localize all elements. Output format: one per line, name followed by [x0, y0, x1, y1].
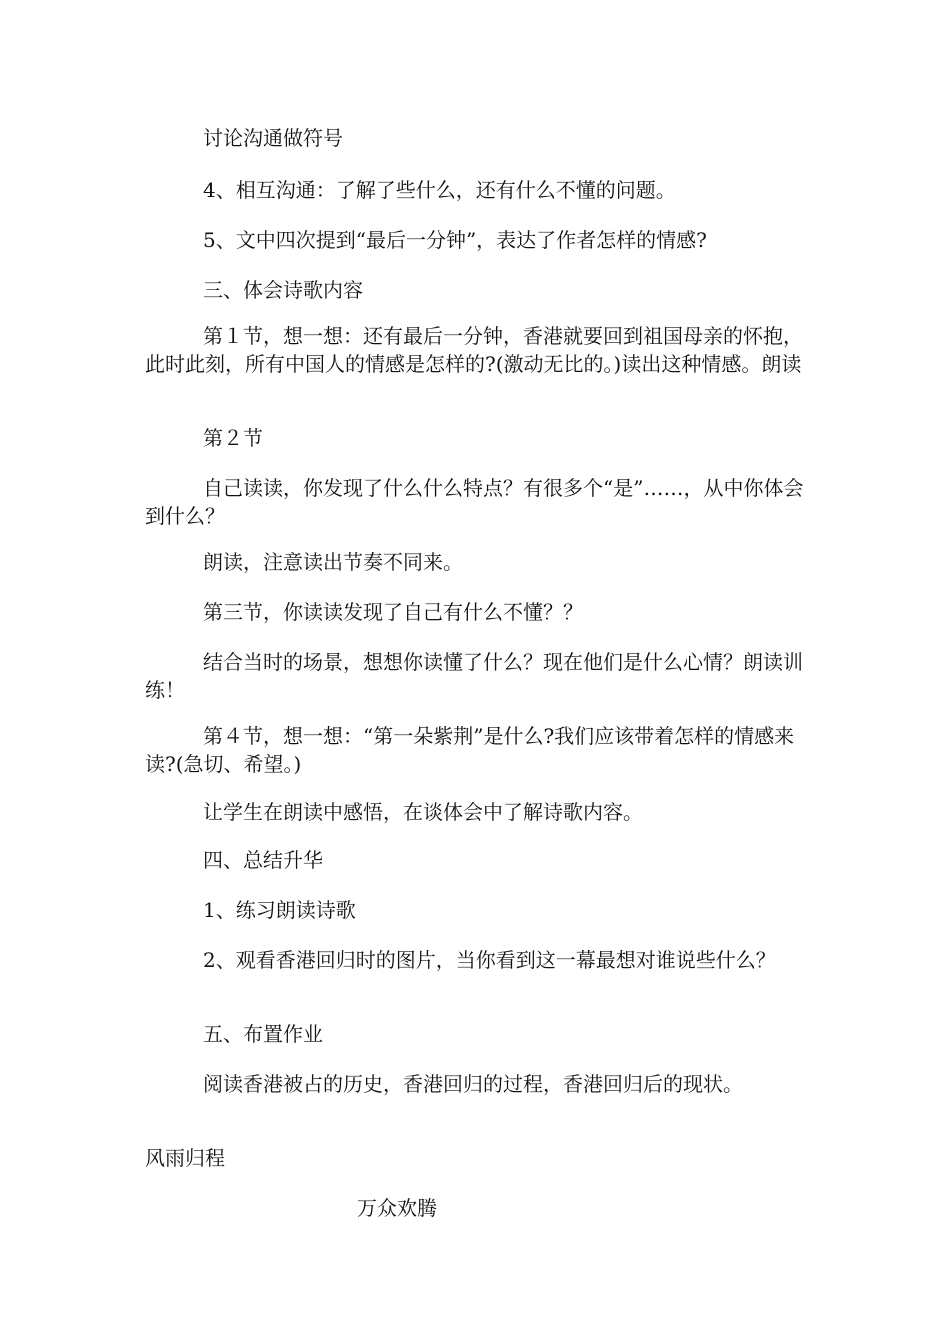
paragraph-section-4: 第４节，想一想：“第一朵紫荆”是什么?我们应该带着怎样的情感来读?(急切、希望。) — [145, 724, 795, 776]
paragraph-rhythm: 朗读，注意读出节奏不同来。 — [203, 550, 463, 574]
board-title-center: 万众欢腾 — [357, 1196, 437, 1220]
paragraph-homework: 阅读香港被占的历史，香港回归的过程，香港回归后的现状。 — [203, 1072, 743, 1096]
paragraph-understand: 让学生在朗读中感悟，在谈体会中了解诗歌内容。 — [203, 800, 643, 824]
paragraph-practice: 1、练习朗读诗歌 — [203, 898, 356, 922]
paragraph-step-5: 5、文中四次提到“最后一分钟”，表达了作者怎样的情感? — [203, 228, 707, 252]
section-heading-4: 四、总结升华 — [203, 848, 323, 872]
section-heading-3: 三、体会诗歌内容 — [203, 278, 363, 302]
paragraph-step-4: 4、相互沟通：了解了些什么，还有什么不懂的问题。 — [203, 178, 676, 202]
section-heading-5: 五、布置作业 — [203, 1022, 323, 1046]
paragraph-section-3: 第三节，你读读发现了自己有什么不懂？？ — [203, 600, 583, 624]
paragraph-scene: 结合当时的场景，想想你读懂了什么？现在他们是什么心情？朗读训练！ — [145, 650, 803, 702]
paragraph-section-1: 第１节，想一想：还有最后一分钟，香港就要回到祖国母亲的怀抱，此时此刻，所有中国人的情感是怎样的?(激动无比的。)读出这种情感。朗读 — [145, 324, 803, 376]
paragraph-discussion: 讨论沟通做符号 — [203, 126, 343, 150]
paragraph-pictures: 2、观看香港回归时的图片，当你看到这一幕最想对谁说些什么？ — [203, 948, 776, 972]
paragraph-section-2-title: 第２节 — [203, 426, 263, 450]
board-title-left: 风雨归程 — [145, 1146, 225, 1170]
paragraph-self-read: 自己读读，你发现了什么什么特点？有很多个“是”……，从中你体会到什么？ — [145, 476, 804, 528]
